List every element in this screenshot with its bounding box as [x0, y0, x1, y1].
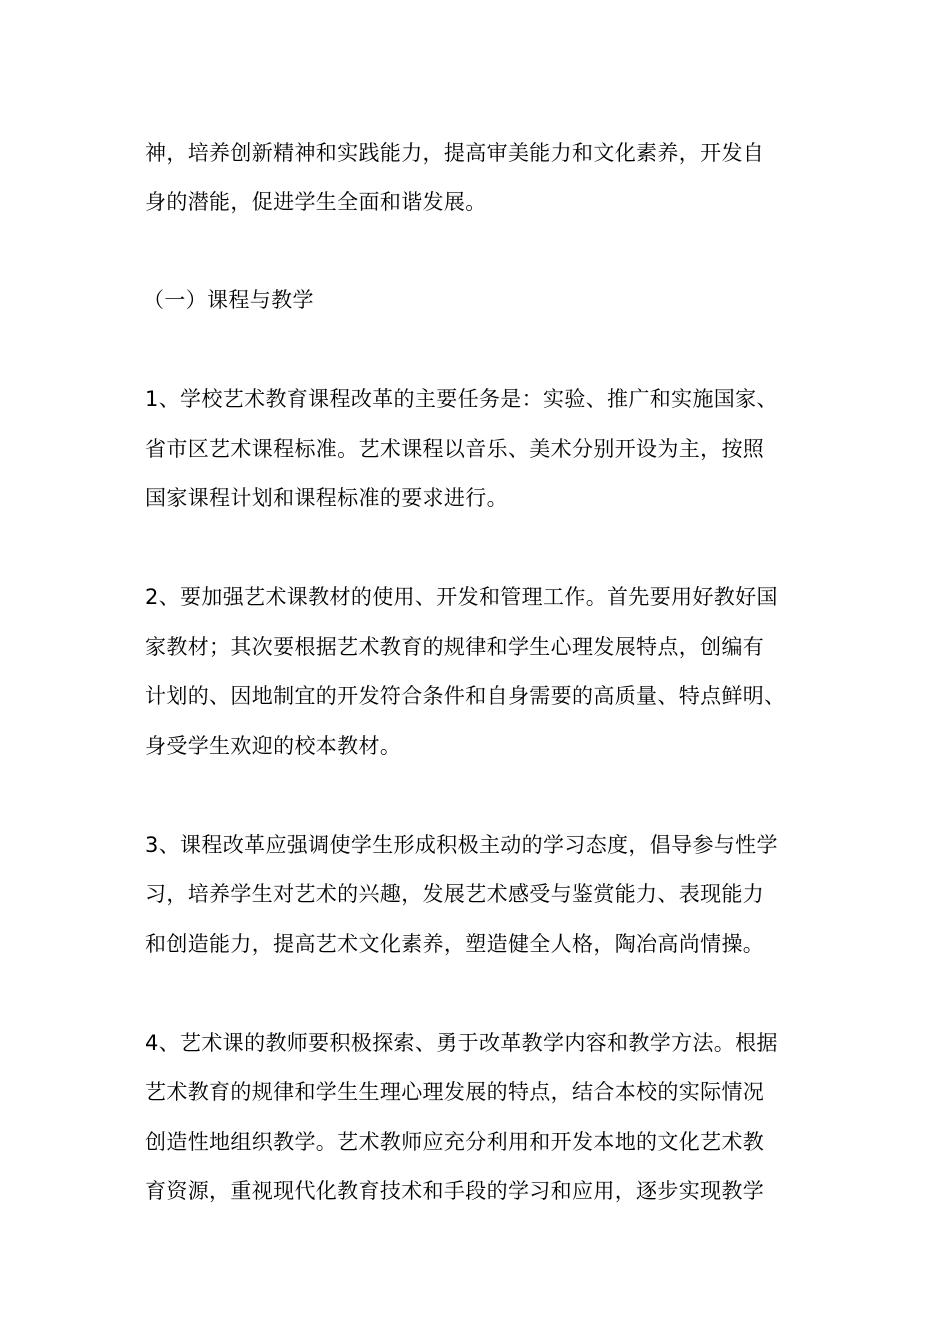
paragraph-2-line-2: 家教材；其次要根据艺术教育的规律和学生心理发展特点，创编有	[145, 635, 765, 659]
paragraph-2-line-1: 2、要加强艺术课教材的使用、开发和管理工作。首先要用好教好国	[145, 585, 778, 609]
paragraph-3-line-1: 3、课程改革应强调使学生形成积极主动的学习态度，倡导参与性学	[145, 833, 778, 857]
paragraph-4-line-4: 育资源，重视现代化教育技术和手段的学习和应用，逐步实现教学	[145, 1179, 765, 1203]
paragraph-1-line-1: 1、学校艺术教育课程改革的主要任务是：实验、推广和实施国家、	[145, 387, 778, 411]
paragraph-2-line-3: 计划的、因地制宜的开发符合条件和自身需要的高质量、特点鲜明、	[145, 684, 786, 708]
paragraph-4-line-2: 艺术教育的规律和学生生理心理发展的特点，结合本校的实际情况	[145, 1080, 765, 1104]
intro-line-1: 神，培养创新精神和实践能力，提高审美能力和文化素养，开发自	[145, 141, 765, 165]
paragraph-4-line-1: 4、艺术课的教师要积极探索、勇于改革教学内容和教学方法。根据	[145, 1031, 778, 1055]
section-heading: （一）课程与教学	[143, 288, 314, 312]
intro-line-2: 身的潜能，促进学生全面和谐发展。	[145, 190, 487, 214]
paragraph-2-line-4: 身受学生欢迎的校本教材。	[145, 734, 402, 758]
paragraph-3-line-3: 和创造能力，提高艺术文化素养，塑造健全人格，陶冶高尚情操。	[145, 932, 765, 956]
paragraph-3-line-2: 习，培养学生对艺术的兴趣，发展艺术感受与鉴赏能力、表现能力	[145, 882, 765, 906]
paragraph-1-line-2: 省市区艺术课程标准。艺术课程以音乐、美术分别开设为主，按照	[145, 437, 765, 461]
paragraph-1-line-3: 国家课程计划和课程标准的要求进行。	[145, 486, 508, 510]
paragraph-4-line-3: 创造性地组织教学。艺术教师应充分利用和开发本地的文化艺术教	[145, 1130, 765, 1154]
